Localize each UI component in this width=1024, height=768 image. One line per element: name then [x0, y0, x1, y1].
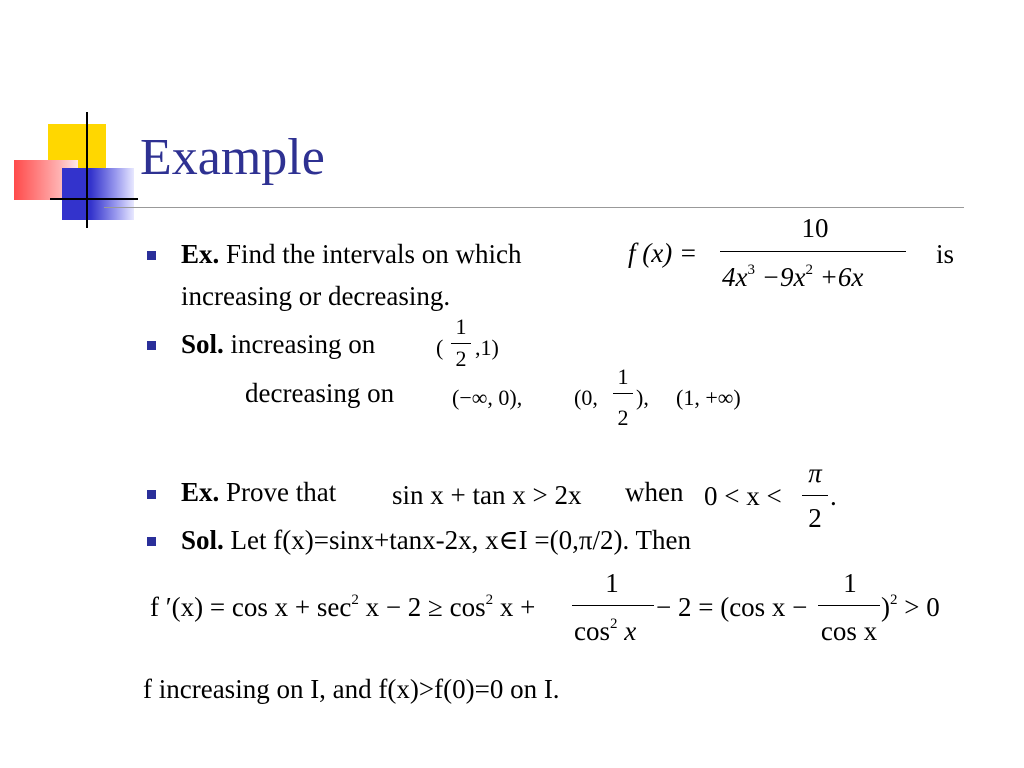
den-exp-3: 3 [747, 262, 755, 278]
sol1-inc-num: 1 [455, 314, 467, 339]
deriv-frac1-bar [572, 605, 654, 606]
deriv-exp-a: 2 [351, 592, 359, 608]
sol1-dec-int2-bar [613, 393, 633, 394]
deriv-close-paren: ) [881, 592, 890, 622]
sol1-inc-den: 2 [455, 346, 467, 371]
bullet-ex2 [147, 490, 156, 499]
den-term-9x: −9x [761, 262, 806, 292]
deriv-frac1-den [574, 616, 636, 647]
deriv-exp-b: 2 [485, 592, 494, 608]
sol1-dec-int2-open: (0, [574, 385, 598, 410]
sol2-line [181, 527, 691, 554]
ex1-text: Find the intervals on which [226, 239, 522, 269]
sol2-text: Let f(x)=sinx+tanx-2x, x∈I =(0,π/2). Then [230, 525, 691, 555]
ex1-label: Ex. [181, 239, 220, 269]
ex1-formula-lhs: f (x) = [628, 238, 698, 268]
ex2-cond-end: . [830, 481, 837, 511]
ex1-fraction-bar [720, 251, 906, 252]
ex2-inequality: sin x + tan x > 2x [392, 480, 582, 510]
deriv-part5 [881, 592, 940, 623]
sol2-label: Sol. [181, 525, 224, 555]
sol1-inc-close: ,1) [475, 335, 499, 360]
sol1-inc-text: increasing on [230, 329, 376, 359]
ex2-text: Prove that [226, 477, 337, 507]
deriv-frac1-num: 1 [605, 568, 619, 598]
corner-decoration [0, 100, 140, 230]
ex1-denominator [722, 262, 863, 293]
deco-vertical-line [86, 112, 88, 228]
sol1-label: Sol. [181, 329, 224, 359]
ex1-tail: is [936, 239, 955, 269]
deriv-frac1-den-exp: 2 [610, 616, 618, 632]
sol1-line1 [181, 331, 375, 358]
den-term-4x: 4x [722, 262, 748, 292]
ex2-cond-lhs: 0 < x < [704, 481, 782, 511]
deriv-frac2-num: 1 [843, 568, 857, 598]
deriv-frac2-den: cos x [820, 616, 878, 646]
sol1-dec-int1: (−∞, 0), [452, 385, 523, 410]
conclusion-text: f increasing on I, and f(x)>f(0)=0 on I. [143, 674, 560, 704]
sol1-inc-bar [451, 343, 471, 344]
deco-blue-block [62, 168, 134, 220]
sol1-dec-int2-num: 1 [617, 364, 629, 389]
ex2-cond-bar [802, 495, 828, 496]
sol1-inc-open: ( [436, 335, 444, 360]
sol1-dec-int3: (1, +∞) [676, 385, 741, 410]
deriv-expr-b: x − 2 ≥ cos [365, 592, 486, 622]
title-underline [104, 207, 964, 208]
deriv-frac1-den-cos: cos [574, 616, 610, 646]
sol1-dec-int2-den: 2 [617, 405, 629, 430]
den-exp-2: 2 [805, 262, 813, 278]
deriv-frac2-bar [818, 605, 880, 606]
deco-horizontal-line [50, 198, 138, 200]
den-term-6x: +6x [819, 262, 864, 292]
deriv-frac1-den-x: x [624, 616, 637, 646]
deriv-exp-c: 2 [890, 592, 898, 608]
bullet-ex1 [147, 251, 156, 260]
deriv-gt-zero: > 0 [904, 592, 940, 622]
ex2-line [181, 479, 336, 506]
ex2-cond-num: π [808, 458, 822, 488]
deriv-part1 [150, 592, 535, 623]
slide-title: Example [140, 129, 325, 186]
deriv-part4: − 2 = (cos x − [656, 592, 808, 622]
ex1-line2: increasing or decreasing. [181, 281, 451, 311]
deriv-expr-a: f ′(x) = cos x + sec [150, 592, 352, 622]
sol1-dec-int2-close: ), [636, 385, 649, 410]
ex2-cond-den: 2 [808, 503, 822, 533]
sol1-dec-text: decreasing on [245, 378, 395, 408]
ex1-line1 [181, 241, 521, 268]
bullet-sol1 [147, 341, 156, 350]
ex2-when: when [625, 477, 684, 507]
ex1-numerator: 10 [801, 213, 829, 243]
bullet-sol2 [147, 537, 156, 546]
deriv-expr-c: x + [499, 592, 536, 622]
ex2-label: Ex. [181, 477, 220, 507]
